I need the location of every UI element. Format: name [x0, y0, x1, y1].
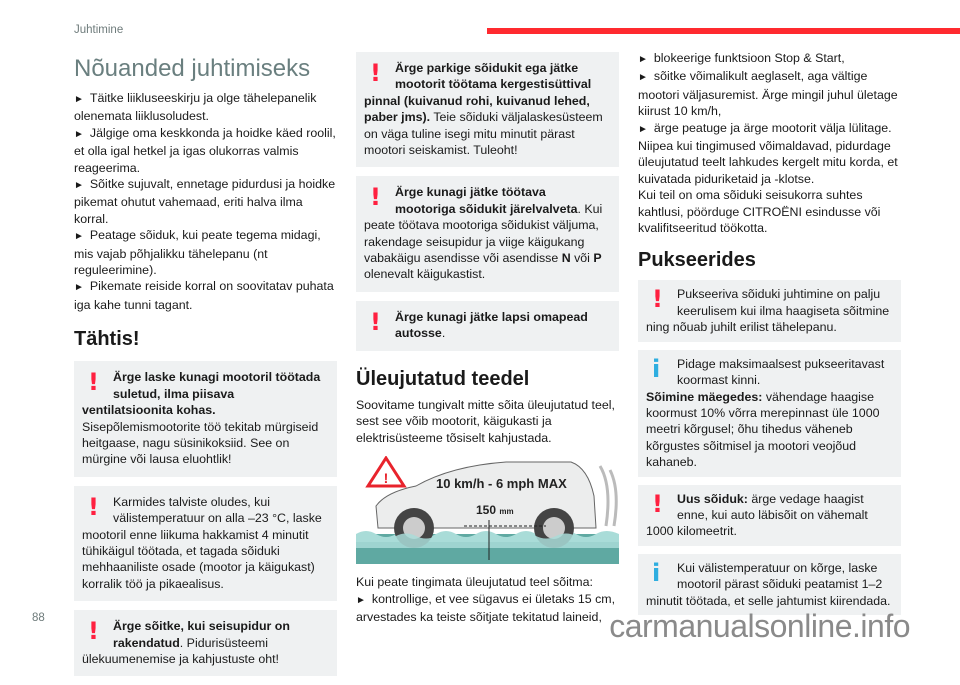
paragraph: Niipea kui tingimused võimaldavad, pidurdage üleujutatud teelt lahkudes kergelt mitu korda, et kuivatada piduriketaid ja -klotse.: [638, 139, 898, 186]
bullet-arrow-icon: ►: [638, 72, 648, 84]
warning-icon: !: [88, 492, 99, 521]
warning-note: ! Ärge kunagi jätke lapsi omapead autosse.: [356, 301, 619, 351]
info-icon: i: [652, 558, 661, 587]
page-number: 88: [32, 612, 45, 624]
depth-unit: mm: [499, 506, 514, 516]
bullet: ► Täitke liikluseeskirju ja olge tähelepanelik olenemata liiklusoludest.: [74, 91, 317, 124]
speed-limit-label: 10 km/h - 6 mph MAX: [436, 475, 567, 491]
warning-icon: !: [88, 617, 99, 646]
bullet: ► Pikemate reiside korral on soovitatav puhata iga kahe tunni tagant.: [74, 279, 334, 312]
warning-icon: !: [370, 59, 381, 87]
bullet-arrow-icon: ►: [638, 54, 648, 65]
warning-note: ! Ärge laske kunagi mootoril töötada suletud, ilma piisava ventilatsioonita kohas. Sisepõlemismootorite töö tekitab mürgiseid heitgaase, nagu süsinikoksiid. See on mürgine või lausa eluohtlik!: [74, 361, 337, 476]
paragraph: Soovitame tungivalt mitte sõita üleujutatud teel, sest see võib mootorit, käigukasti ja elektrisüsteeme tõsiselt kahjustada.: [356, 397, 615, 445]
section-heading: Tähtis!: [74, 328, 140, 351]
bullet-arrow-icon: ►: [74, 282, 84, 294]
bullet: ► sõitke võimalikult aeglaselt, aga vältige mootori väljasuremist. Ärge mingil juhul ületage kiirust 10 km/h,: [638, 69, 898, 119]
bullet: ► ärge peatuge ja ärge mootorit välja lülitage.: [638, 120, 892, 135]
bullet: ► kontrollige, et vee sügavus ei ületaks 15 cm, arvestades ka teiste sõitjate tekitatud laineid,: [356, 591, 616, 625]
bullet-arrow-icon: ►: [356, 594, 366, 606]
info-note: i Pidage maksimaalsest pukseeritavast koormast kinni. Sõimine mäegedes: vähendage haagise koormust 10% võrra merepinnast üle 1000 meetri kõrgusel; õhu tihedus väheneb kõrgustes sõitmisel ja mootori veojõud kahaneb.: [638, 350, 901, 477]
bullet-arrow-icon: ►: [74, 231, 84, 243]
warning-icon: !: [88, 368, 99, 397]
warning-note: ! Pukseeriva sõiduki juhtimine on palju keerulisem kui ilma haagiseta sõitmine ning nõuab juhilt erilist tähelepanu.: [638, 280, 901, 341]
bullet: ► blokeerige funktsioon Stop & Start,: [638, 51, 845, 65]
bullet-arrow-icon: ►: [74, 94, 84, 105]
warning-icon: !: [370, 183, 381, 212]
section-header: Juhtimine: [74, 24, 124, 36]
watermark: carmanualsonline.info: [609, 608, 910, 644]
bullet-arrow-icon: ►: [74, 180, 84, 192]
section-heading: Pukseerides: [638, 249, 756, 272]
section-heading: Üleujutatud teedel: [356, 367, 530, 390]
page-title: Nõuanded juhtimiseks: [74, 55, 311, 82]
flooded-road-illustration: [356, 456, 619, 564]
header-accent-bar: [487, 28, 960, 34]
warning-icon: !: [652, 285, 663, 314]
depth-value: 150: [476, 502, 497, 517]
warning-note: ! Ärge parkige sõidukit ega jätke mootorit töötama kergestisüttival pinnal (kuivanud rohi, kuivanud lehed, paber jms). Teie sõiduki väljalaskesüsteem on väga tuline isegi mitu minutit pärast mootori seiskamist. Tuleoht!: [356, 52, 619, 167]
column-1: [74, 52, 337, 685]
info-icon: i: [652, 354, 661, 383]
paragraph: Kui peate tingimata üleujutatud teel sõitma:: [356, 575, 593, 590]
bullet: ► Sõitke sujuvalt, ennetage pidurdusi ja hoidke pikemat ohutut vahemaad, eriti halva ilma korral.: [74, 177, 336, 226]
svg-text:!: !: [383, 469, 389, 486]
warning-icon: !: [652, 489, 663, 518]
bullet-arrow-icon: ►: [638, 123, 648, 135]
warning-note: ! Uus sõiduk: ärge vedage haagist enne, kui auto läbisõit on vähemalt 1000 kilomeetrit.: [638, 485, 901, 546]
paragraph: Kui teil on oma sõiduki seisukorra suhtes kahtlusi, pöörduge CITROËNI esindusse või kvalifitseeritud töökotta.: [638, 188, 881, 236]
info-note: i Kui välistemperatuur on kõrge, laske mootoril pärast sõiduki peatamist 1–2 minutit töötada, et selle jahtumist kiirendada.: [638, 554, 901, 615]
warning-note: ! Ärge kunagi jätke töötava mootoriga sõidukit järelvalveta. Kui peate töötava mootoriga sõidukist väljuma, rakendage seisupidur ja viige käigukang vabakäigu asendisse või asendisse N või P olenevalt käigukastist.: [356, 176, 619, 291]
bullet-arrow-icon: ►: [74, 128, 84, 140]
warning-note: ! Karmides talviste oludes, kui välistemperatuur on alla –23 °C, laske mootoril enne liikuma hakkamist 4 minutit tühikäigul töötada, et tagada sõiduki mehhaaniliste osade (mootor ja käigukast) korralik töö ja pikaealisus.: [74, 486, 337, 601]
column-3: [638, 50, 901, 623]
bullet: ► Jälgige oma keskkonda ja hoidke käed roolil, et olla igal hetkel ja igas olukorras valmis reageerima.: [74, 125, 336, 175]
warning-note: ! Ärge sõitke, kui seisupidur on rakendatud. Pidurisüsteemi ülekuumenemise ja kahjustuste oht!: [74, 610, 337, 676]
bullet: ► Peatage sõiduk, kui peate tegema midagi, mis vajab põhjalikku tähelepanu (nt reguleerimine).: [74, 228, 321, 278]
column-2: [356, 52, 619, 626]
warning-icon: !: [370, 307, 381, 336]
